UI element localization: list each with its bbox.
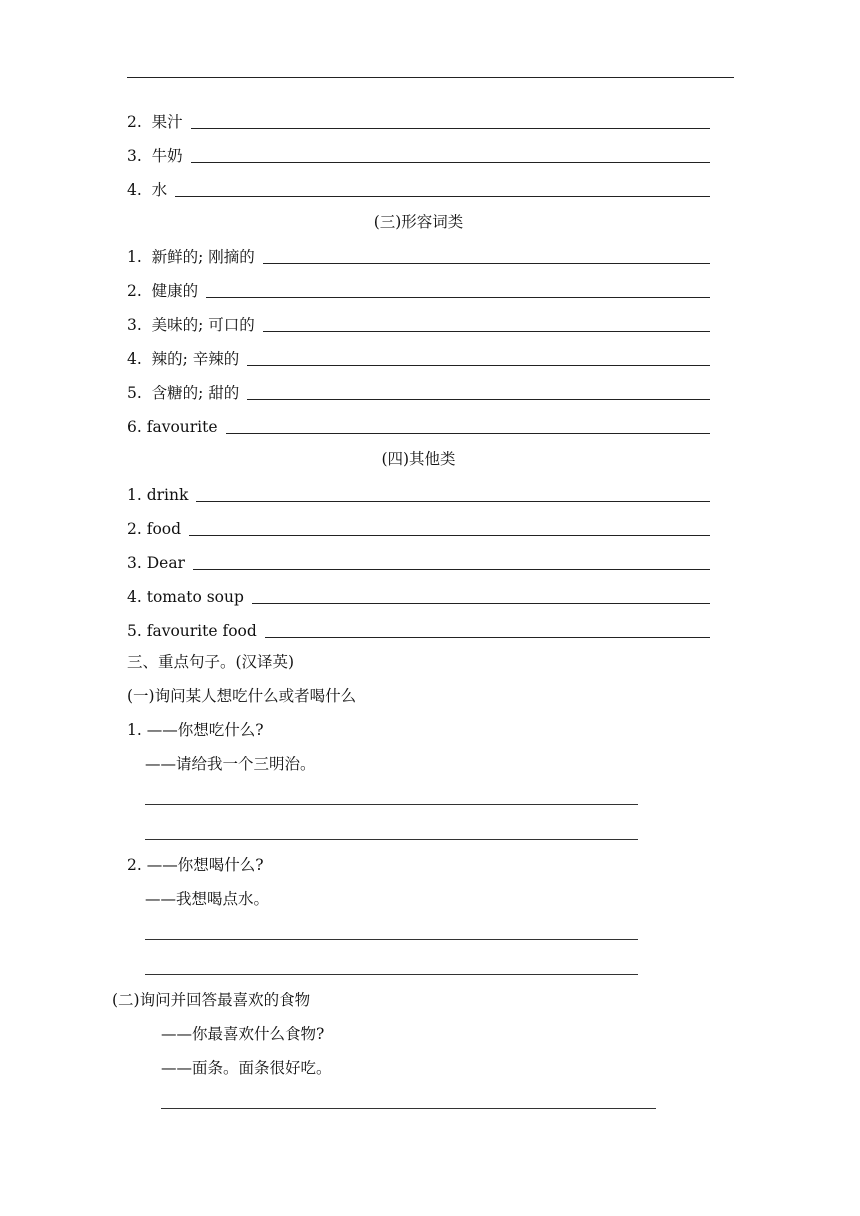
vocab-row bbox=[127, 277, 710, 301]
subsection-title-favourite-food: (二)询问并回答最喜欢的食物 bbox=[112, 991, 311, 1009]
question-2-line-2: ——我想喝点水。 bbox=[145, 890, 270, 908]
vocab-row bbox=[127, 481, 710, 505]
vocab-label: 1. drink bbox=[127, 486, 189, 504]
vocab-label: 4. tomato soup bbox=[127, 588, 244, 606]
header-rule bbox=[127, 77, 734, 78]
answer-blank[interactable] bbox=[193, 553, 710, 570]
vocab-row bbox=[127, 379, 710, 403]
answer-blank[interactable] bbox=[263, 315, 710, 332]
vocab-row bbox=[127, 311, 710, 335]
question-1-line-2: ——请给我一个三明治。 bbox=[145, 755, 316, 773]
vocab-row bbox=[127, 345, 710, 369]
vocab-row-water bbox=[127, 176, 710, 200]
vocab-row bbox=[127, 583, 710, 607]
answer-blank[interactable] bbox=[191, 146, 710, 163]
vocab-row bbox=[127, 617, 710, 641]
answer-blank[interactable] bbox=[206, 281, 710, 298]
vocab-label: 3. 美味的; 可口的 bbox=[127, 316, 255, 334]
vocab-label: 2. 健康的 bbox=[127, 282, 199, 300]
vocab-label: 2. food bbox=[127, 520, 182, 538]
section-title-adjectives: (三)形容词类 bbox=[373, 213, 464, 231]
answer-line[interactable] bbox=[145, 974, 638, 975]
vocab-label: 3. Dear bbox=[127, 554, 185, 572]
answer-blank[interactable] bbox=[252, 587, 710, 604]
question-3-line-1: ——你最喜欢什么食物? bbox=[161, 1025, 325, 1043]
answer-line[interactable] bbox=[145, 804, 638, 805]
vocab-label: 2. 果汁 bbox=[127, 113, 183, 131]
section-heading-sentences: 三、重点句子。(汉译英) bbox=[127, 653, 295, 671]
vocab-row bbox=[127, 413, 710, 437]
vocab-label: 4. 水 bbox=[127, 181, 168, 199]
vocab-row bbox=[127, 243, 710, 267]
question-2-line-1: 2. ——你想喝什么? bbox=[127, 856, 264, 874]
answer-blank[interactable] bbox=[189, 519, 710, 536]
section-title-others: (四)其他类 bbox=[381, 450, 456, 468]
question-1-line-1: 1. ——你想吃什么? bbox=[127, 721, 264, 739]
vocab-label: 1. 新鲜的; 刚摘的 bbox=[127, 248, 255, 266]
vocab-label: 4. 辣的; 辛辣的 bbox=[127, 350, 240, 368]
answer-blank[interactable] bbox=[226, 417, 710, 434]
vocab-row bbox=[127, 515, 710, 539]
answer-line[interactable] bbox=[161, 1108, 656, 1109]
answer-blank[interactable] bbox=[196, 485, 710, 502]
question-3-line-2: ——面条。面条很好吃。 bbox=[161, 1059, 332, 1077]
answer-blank[interactable] bbox=[247, 383, 710, 400]
answer-blank[interactable] bbox=[265, 621, 710, 638]
subsection-title-ask-eat-drink: (一)询问某人想吃什么或者喝什么 bbox=[127, 687, 357, 705]
vocab-row-milk bbox=[127, 142, 710, 166]
vocab-row-juice bbox=[127, 108, 710, 132]
answer-blank[interactable] bbox=[175, 180, 710, 197]
answer-blank[interactable] bbox=[191, 112, 710, 129]
answer-blank[interactable] bbox=[247, 349, 710, 366]
answer-line[interactable] bbox=[145, 939, 638, 940]
vocab-label: 6. favourite bbox=[127, 418, 218, 436]
vocab-label: 5. favourite food bbox=[127, 622, 257, 640]
answer-blank[interactable] bbox=[263, 247, 710, 264]
vocab-label: 5. 含糖的; 甜的 bbox=[127, 384, 240, 402]
answer-line[interactable] bbox=[145, 839, 638, 840]
vocab-label: 3. 牛奶 bbox=[127, 147, 183, 165]
vocab-row bbox=[127, 549, 710, 573]
